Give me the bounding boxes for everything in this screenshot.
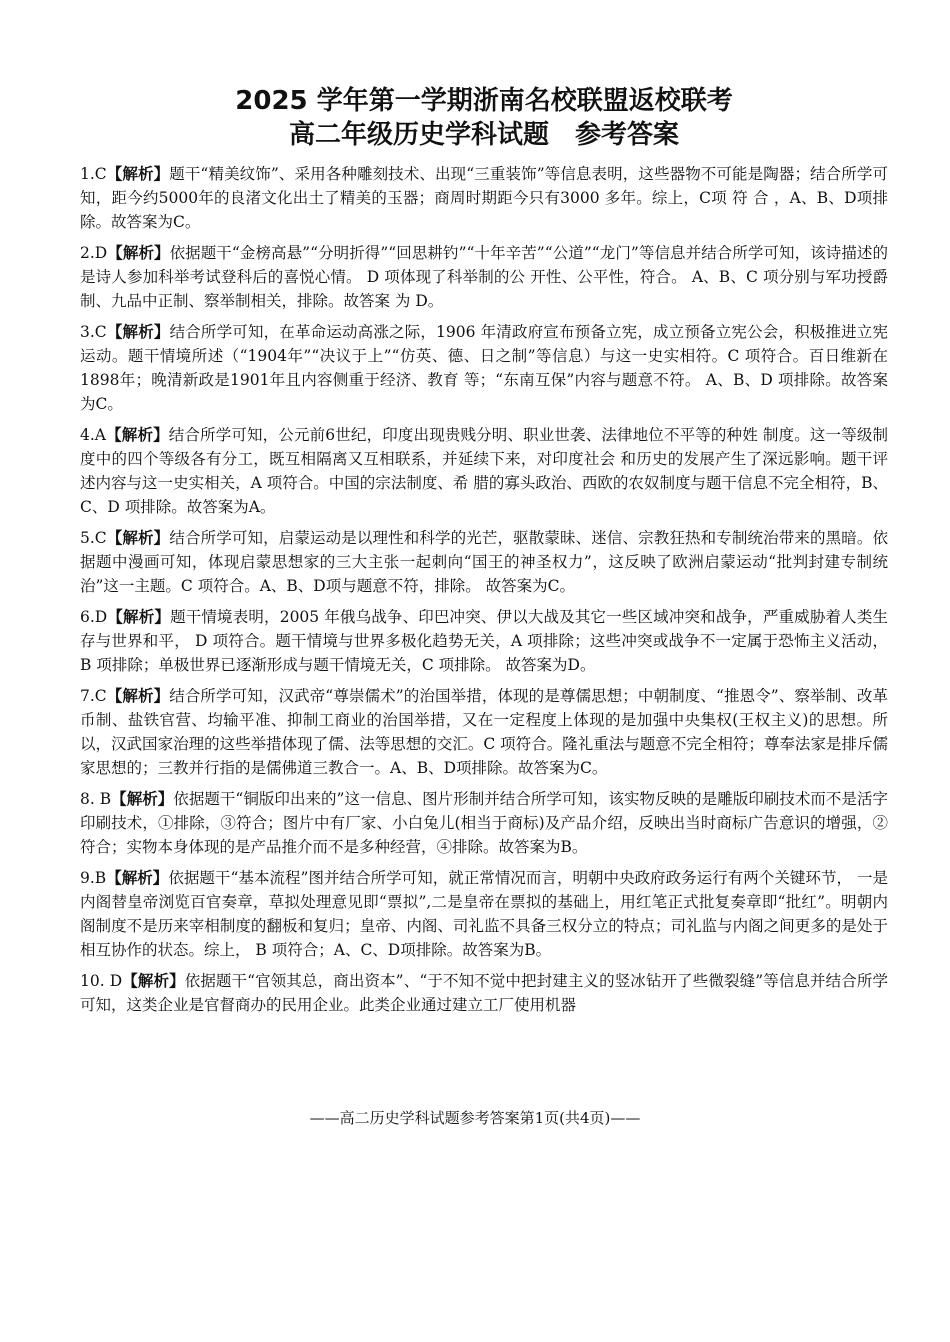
answer-number: 4. (80, 426, 95, 444)
answer-choice: C (94, 529, 107, 547)
analysis-text: 题干情境表明，2005 年俄乌战争、印巴冲突、伊以大战及其它一些区域冲突和战争，严重威胁着人类生存与世界和平， D 项符合。题干情境与世界多极化趋势无关，A 项排除；这些冲突或战争不一定属于恐怖主义活动， B 项排除；单极世界已逐渐形成与题干情境无关，C 项排除。 故答案为D。 (80, 608, 888, 674)
answer-item (80, 787, 888, 859)
analysis-text: 结合所学可知，在革命运动高涨之际，1906 年清政府宣布预备立宪，成立预备立宪公会，积极推进立宪运动。题干情境所述（“1904年”“决议于上”“仿英、德、日之制”等信息）与这一史实相符。C 项符合。百日维新在1898年；晚清新政是1901年且内容侧重于经济、教育 等；“东南互保”内容与题意不符。 A、B、D 项排除。故答案为C。 (80, 323, 888, 413)
analysis-text: 题干“精美纹饰”、采用各种雕刻技术、出现“三重装饰”等信息表明，这些器物不可能是陶器；结合所学可知，距今约5000年的良渚文化出土了精美的玉器；商周时期距今只有3000 多年。综上，C项 符 合 ，A、B、D项排除。故答案为C。 (80, 165, 888, 231)
answer-choice: D (94, 608, 108, 626)
answer-item (80, 969, 888, 1017)
analysis-tag: 【解析】 (111, 789, 174, 808)
analysis-text: 依据题干“基本流程”图并结合所学可知，就正常情况而言，明朝中央政府政务运行有两个关键环节， 一是内阁替皇帝浏览百官奏章，草拟处理意见即“票拟”,二是皇帝在票拟的基础上，用红笔正式批复奏章即“批红”。明朝内阁制度不是历来宰相制度的翻板和复归；皇帝、内阁、司礼监不具备三权分立的特点；司礼监与内阁之间更多的是处于相互协作的状态。综上， B 项符合；A、C、D项排除。故答案为B。 (80, 869, 888, 959)
answer-number: 3. (80, 323, 95, 341)
analysis-tag: 【解析】 (106, 868, 169, 887)
analysis-tag: 【解析】 (106, 425, 169, 444)
analysis-text: 依据题干“金榜高悬”“分明折得”“回思耕钓”“十年辛苦”“公道”“龙门”等信息并结合所学可知，该诗描述的是诗人参加科举考试登科后的喜悦心情。 D 项体现了科举制的公 开性、公平性，符合。 A、B、C 项分别与军功授爵制、九品中正制、察举制相关，排除。故答案 为 D。 (80, 244, 888, 310)
analysis-tag: 【解析】 (106, 322, 170, 341)
answer-choice: C (94, 687, 107, 705)
answer-number: 1. (80, 165, 95, 183)
analysis-tag: 【解析】 (107, 243, 170, 262)
answer-item (80, 241, 888, 313)
answer-choice: B (94, 869, 107, 887)
answer-number: 7. (80, 687, 95, 705)
answer-item (80, 526, 888, 598)
analysis-text: 依据题干“铜版印出来的”这一信息、图片形制并结合所学可知，该实物反映的是雕版印刷技术而不是活字印刷技术，①排除，③符合；图片中有厂家、小白兔儿(相当于商标)及产品介绍，反映出当时商标广告意识的增强，②符合；实物本身体现的是产品推介而不是多种经营，④排除。故答案为B。 (80, 790, 888, 856)
analysis-tag: 【解析】 (122, 971, 185, 990)
answer-number: 5. (80, 529, 95, 547)
answer-item (80, 423, 888, 519)
answer-choice: B (99, 790, 112, 808)
answer-number: 2. (80, 244, 95, 262)
analysis-text: 结合所学可知，启蒙运动是以理性和科学的光芒，驱散蒙昧、迷信、宗教狂热和专制统治带来的黑暗。依据题中漫画可知，体现启蒙思想家的三大主张一起刺向“国王的神圣权力”，这反映了欧洲启蒙运动“批判封建专制统治”这一主题。C 项符合。A、B、D项与题意不符，排除。 故答案为C。 (80, 529, 888, 595)
document-subtitle: 高二年级历史学科试题 参考答案 (288, 120, 679, 150)
analysis-tag: 【解析】 (106, 164, 170, 183)
analysis-text: 结合所学可知，公元前6世纪，印度出现贵贱分明、职业世袭、法律地位不平等的种姓 制度。这一等级制度中的四个等级各有分工，既互相隔离又互相联系，并延续下来，对印度社会 和历史的发展产生了深远影响。题干评述内容与这一史实相关，A 项符合。中国的宗法制度、希 腊的寡头政治、西欧的农奴制度与题干信息不完全相符，B、C、D 项排除。故答案为A。 (80, 426, 888, 516)
answer-number: 6. (80, 608, 95, 626)
answer-choice: C (94, 165, 107, 183)
analysis-text: 结合所学可知，汉武帝“尊崇儒术”的治国举措，体现的是尊儒思想；中朝制度、“推恩令”、察举制、改革币制、盐铁官营、均输平准、抑制工商业的治国举措，又在一定程度上体现的是加强中央集权(王权主义)的思想。所以，汉武国家治理的这些举措体现了儒、法等思想的交汇。C 项符合。隆礼重法与题意不完全相符；尊奉法家是排斥儒家思想的；三教并行指的是儒佛道三教合一。A、B、D项排除。故答案为C。 (80, 687, 888, 777)
document-title: 2025 学年第一学期浙南名校联盟返校联考 (235, 86, 733, 116)
answer-item (80, 320, 888, 416)
page-footer: ——高二历史学科试题参考答案第1页(共4页)—— (309, 1109, 641, 1127)
analysis-tag: 【解析】 (106, 686, 170, 705)
answer-choice: C (94, 323, 107, 341)
analysis-tag: 【解析】 (106, 528, 170, 547)
analysis-tag: 【解析】 (107, 607, 171, 626)
answer-choice: A (94, 426, 106, 444)
analysis-text: 依据题干“官领其总，商出资本”、“于不知不觉中把封建主义的竖冰钻开了些微裂缝”等信息并结合所学可知，这类企业是官督商办的民用企业。此类企业通过建立工厂使用机器 (80, 972, 889, 1014)
answer-choice: D (94, 244, 108, 262)
answer-item (80, 162, 888, 234)
answer-list (80, 162, 888, 1017)
answer-item (80, 684, 888, 780)
answer-item (80, 866, 888, 962)
answer-number: 10. (80, 972, 110, 990)
answer-number: 9. (80, 869, 95, 887)
answer-number: 8. (80, 790, 100, 808)
answer-choice: D (109, 972, 123, 990)
answer-item (80, 605, 888, 677)
